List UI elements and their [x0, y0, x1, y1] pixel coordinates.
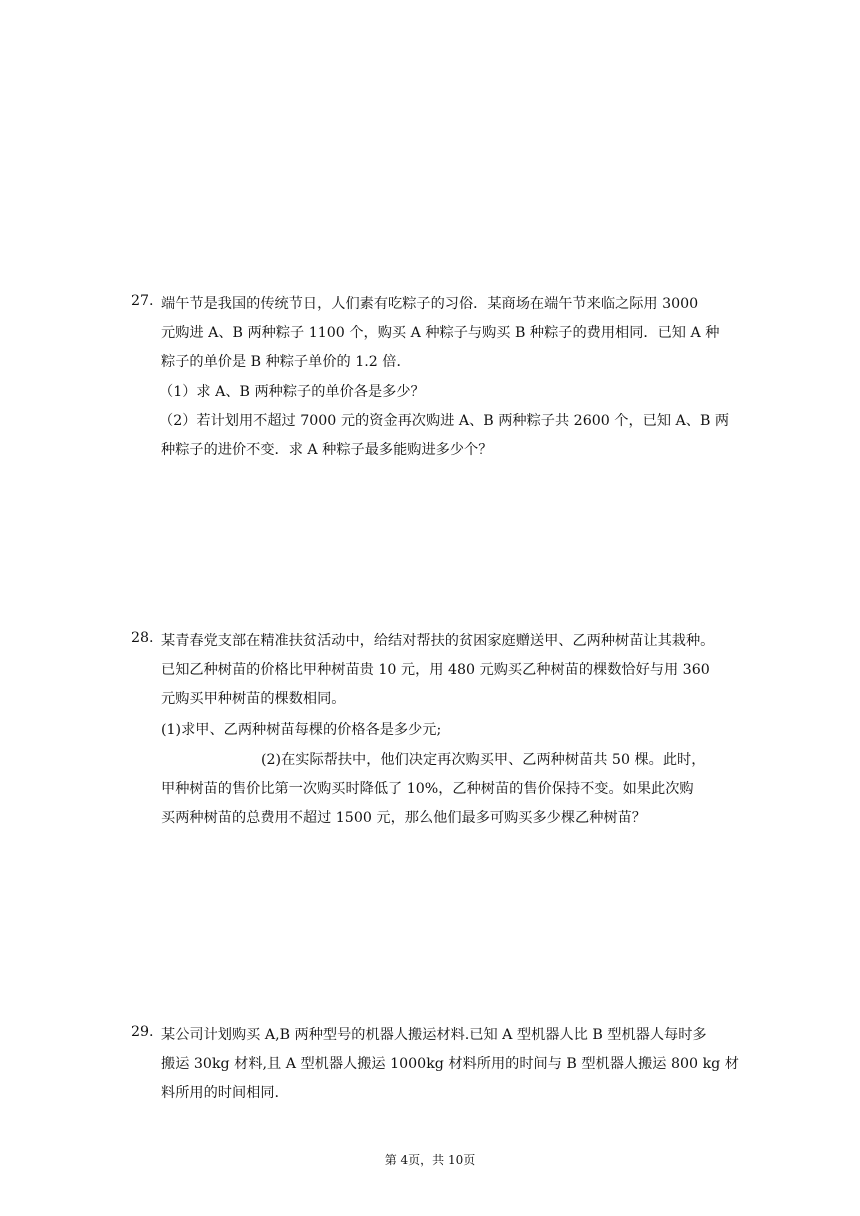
- sub-question-2: （2）若计划用不超过 7000 元的资金再次购进 A、B 两种粽子共 2600 个，已知 A、B 两: [159, 413, 730, 429]
- sub-question-2: (2)在实际帮扶中，他们决定再次购买甲、乙两种树苗共 50 棵。此时，: [261, 752, 706, 768]
- problem-text-line: 料所用的时间相同.: [161, 1085, 280, 1101]
- problem-text-line: 端午节是我国的传统节日，人们素有吃粽子的习俗．某商场在端午节来临之际用 3000: [161, 296, 699, 312]
- problem-text-line: 买两种树苗的总费用不超过 1500 元，那么他们最多可购买多少棵乙种树苗？: [161, 810, 646, 826]
- sub-question-1: （1）求 A、B 两种粽子的单价各是多少？: [159, 384, 425, 400]
- problem-text-line: 某青春党支部在精准扶贫活动中，给结对帮扶的贫困家庭赠送甲、乙两种树苗让其栽种。: [161, 633, 715, 649]
- problem-text-line: 某公司计划购买 A,B 两种型号的机器人搬运材料.已知 A 型机器人比 B 型机器人每时多: [161, 1027, 707, 1043]
- problem-number: 28.: [131, 630, 154, 646]
- problem-number: 29.: [131, 1024, 154, 1040]
- problem-text-line: 搬运 30kg 材料,且 A 型机器人搬运 1000kg 材料所用的时间与 B 型机器人搬运 800 kg 材: [161, 1056, 739, 1072]
- problem-text-line: 元购进 A、B 两种粽子 1100 个，购买 A 种粽子与购买 B 种粽子的费用相同．已知 A 种: [161, 325, 720, 341]
- page-footer: 第 4页，共 10页: [384, 1153, 476, 1167]
- problem-text-line: 种粽子的进价不变．求 A 种粽子最多能购进多少个？: [161, 442, 493, 458]
- problem-text-line: 元购买甲种树苗的棵数相同。: [161, 691, 346, 707]
- problem-text-line: 粽子的单价是 B 种粽子单价的 1.2 倍．: [161, 354, 411, 370]
- problem-number: 27.: [131, 293, 154, 309]
- problem-text-line: 已知乙种树苗的价格比甲种树苗贵 10 元，用 480 元购买乙种树苗的棵数恰好与用 360: [161, 662, 710, 678]
- sub-question-1: (1)求甲、乙两种树苗每棵的价格各是多少元;: [161, 722, 442, 738]
- problem-text-line: 甲种树苗的售价比第一次购买时降低了 10%，乙种树苗的售价保持不变。如果此次购: [161, 781, 694, 797]
